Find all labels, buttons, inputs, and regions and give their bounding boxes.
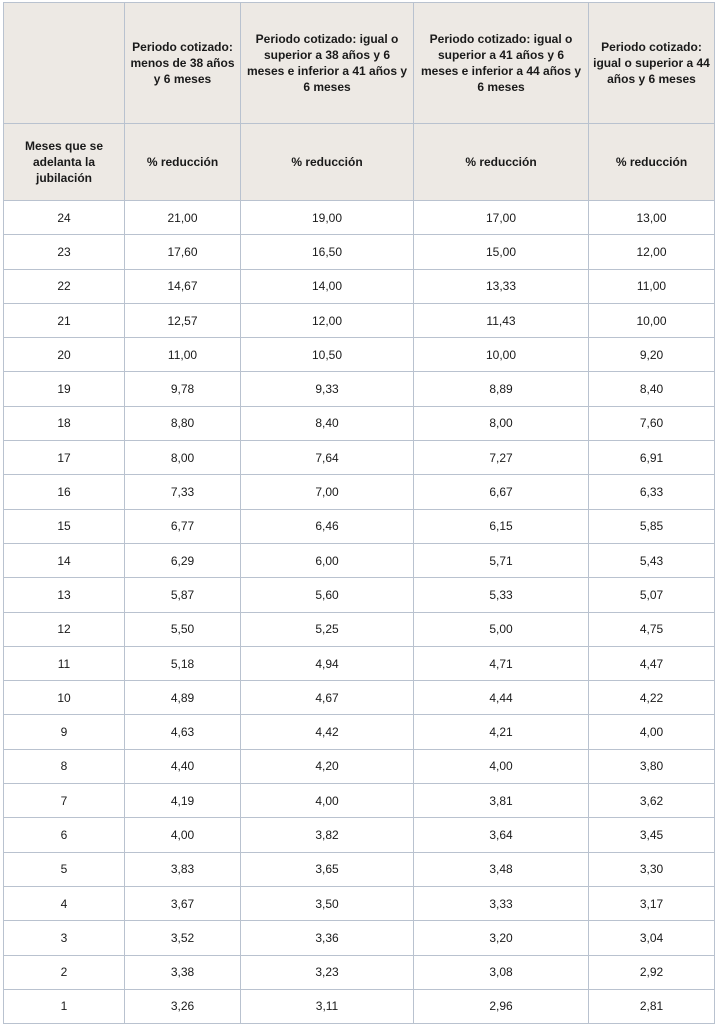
reduction-cell: 3,45	[589, 818, 715, 852]
months-cell: 11	[4, 646, 125, 680]
reduction-cell: 17,00	[414, 201, 589, 235]
reduction-cell: 4,89	[125, 681, 241, 715]
reduction-cell: 8,40	[241, 406, 414, 440]
reduction-cell: 2,92	[589, 955, 715, 989]
reduction-cell: 14,00	[241, 269, 414, 303]
reduction-cell: 3,80	[589, 749, 715, 783]
reduction-cell: 8,00	[414, 406, 589, 440]
reduction-cell: 3,65	[241, 852, 414, 886]
table-body	[4, 201, 715, 1024]
reduction-cell: 6,46	[241, 509, 414, 543]
reduction-cell: 8,00	[125, 441, 241, 475]
header-reduction-col4: % reducción	[589, 124, 715, 201]
table-row	[4, 681, 715, 715]
reduction-cell: 3,62	[589, 784, 715, 818]
reduction-cell: 5,85	[589, 509, 715, 543]
months-cell: 18	[4, 406, 125, 440]
reduction-cell: 4,00	[125, 818, 241, 852]
months-cell: 4	[4, 886, 125, 920]
reduction-cell: 6,77	[125, 509, 241, 543]
reduction-cell: 10,00	[589, 303, 715, 337]
months-cell: 6	[4, 818, 125, 852]
reduction-cell: 7,33	[125, 475, 241, 509]
table-row	[4, 578, 715, 612]
reduction-cell: 4,75	[589, 612, 715, 646]
header-period-41-6-to-44-6: Periodo cotizado: igual o superior a 41 años y 6 meses e inferior a 44 años y 6 meses	[414, 3, 589, 124]
table-row	[4, 235, 715, 269]
reduction-cell: 6,00	[241, 543, 414, 577]
reduction-cell: 4,00	[241, 784, 414, 818]
months-cell: 23	[4, 235, 125, 269]
table-row	[4, 886, 715, 920]
reduction-cell: 3,30	[589, 852, 715, 886]
reduction-cell: 17,60	[125, 235, 241, 269]
reduction-cell: 7,27	[414, 441, 589, 475]
reduction-cell: 3,33	[414, 886, 589, 920]
reduction-cell: 5,71	[414, 543, 589, 577]
reduction-cell: 3,11	[241, 989, 414, 1023]
months-cell: 5	[4, 852, 125, 886]
reduction-cell: 3,67	[125, 886, 241, 920]
reduction-cell: 3,52	[125, 921, 241, 955]
reduction-cell: 3,64	[414, 818, 589, 852]
table-row	[4, 955, 715, 989]
table-row	[4, 852, 715, 886]
header-reduction-col2: % reducción	[241, 124, 414, 201]
table-row	[4, 201, 715, 235]
reduction-cell: 4,40	[125, 749, 241, 783]
reduction-cell: 5,87	[125, 578, 241, 612]
reduction-cell: 3,04	[589, 921, 715, 955]
reduction-cell: 12,57	[125, 303, 241, 337]
reduction-cell: 8,40	[589, 372, 715, 406]
reduction-table	[3, 2, 715, 1024]
reduction-cell: 4,19	[125, 784, 241, 818]
reduction-cell: 4,00	[414, 749, 589, 783]
header-row-period	[4, 3, 715, 124]
reduction-cell: 5,07	[589, 578, 715, 612]
reduction-cell: 13,00	[589, 201, 715, 235]
reduction-cell: 11,00	[125, 338, 241, 372]
reduction-cell: 6,15	[414, 509, 589, 543]
months-cell: 16	[4, 475, 125, 509]
reduction-cell: 5,18	[125, 646, 241, 680]
table-row	[4, 784, 715, 818]
reduction-cell: 4,00	[589, 715, 715, 749]
header-corner-cell	[4, 3, 125, 124]
table-row	[4, 372, 715, 406]
header-months-advanced: Meses que se adelanta la jubilación	[4, 124, 125, 201]
reduction-cell: 5,60	[241, 578, 414, 612]
reduction-cell: 4,71	[414, 646, 589, 680]
months-cell: 20	[4, 338, 125, 372]
months-cell: 1	[4, 989, 125, 1023]
reduction-cell: 4,21	[414, 715, 589, 749]
reduction-cell: 8,89	[414, 372, 589, 406]
months-cell: 15	[4, 509, 125, 543]
reduction-cell: 3,83	[125, 852, 241, 886]
reduction-cell: 12,00	[589, 235, 715, 269]
reduction-cell: 2,81	[589, 989, 715, 1023]
table-row	[4, 303, 715, 337]
reduction-cell: 3,08	[414, 955, 589, 989]
reduction-cell: 7,60	[589, 406, 715, 440]
months-cell: 7	[4, 784, 125, 818]
reduction-cell: 10,00	[414, 338, 589, 372]
reduction-cell: 21,00	[125, 201, 241, 235]
table-row	[4, 269, 715, 303]
header-period-under-38-6: Periodo cotizado: menos de 38 años y 6 meses	[125, 3, 241, 124]
reduction-cell: 5,33	[414, 578, 589, 612]
reduction-cell: 7,00	[241, 475, 414, 509]
reduction-cell: 9,33	[241, 372, 414, 406]
months-cell: 22	[4, 269, 125, 303]
reduction-cell: 3,20	[414, 921, 589, 955]
months-cell: 9	[4, 715, 125, 749]
reduction-cell: 6,29	[125, 543, 241, 577]
reduction-cell: 11,43	[414, 303, 589, 337]
reduction-cell: 5,25	[241, 612, 414, 646]
months-cell: 24	[4, 201, 125, 235]
reduction-cell: 5,50	[125, 612, 241, 646]
reduction-cell: 3,38	[125, 955, 241, 989]
months-cell: 12	[4, 612, 125, 646]
reduction-cell: 5,43	[589, 543, 715, 577]
table-row	[4, 509, 715, 543]
reduction-cell: 8,80	[125, 406, 241, 440]
reduction-cell: 16,50	[241, 235, 414, 269]
table-row	[4, 921, 715, 955]
table-row	[4, 543, 715, 577]
reduction-cell: 3,23	[241, 955, 414, 989]
reduction-cell: 2,96	[414, 989, 589, 1023]
months-cell: 10	[4, 681, 125, 715]
header-reduction-col3: % reducción	[414, 124, 589, 201]
table-row	[4, 749, 715, 783]
reduction-cell: 4,22	[589, 681, 715, 715]
reduction-cell: 9,78	[125, 372, 241, 406]
reduction-cell: 3,48	[414, 852, 589, 886]
months-cell: 8	[4, 749, 125, 783]
header-period-44-6-plus: Periodo cotizado: igual o superior a 44 años y 6 meses	[589, 3, 715, 124]
table-row	[4, 338, 715, 372]
reduction-cell: 4,94	[241, 646, 414, 680]
reduction-cell: 3,36	[241, 921, 414, 955]
reduction-cell: 13,33	[414, 269, 589, 303]
table-row	[4, 715, 715, 749]
months-cell: 3	[4, 921, 125, 955]
table-header	[4, 3, 715, 201]
months-cell: 2	[4, 955, 125, 989]
table-row	[4, 646, 715, 680]
reduction-cell: 15,00	[414, 235, 589, 269]
table-row	[4, 475, 715, 509]
reduction-cell: 6,33	[589, 475, 715, 509]
reduction-cell: 3,82	[241, 818, 414, 852]
reduction-cell: 9,20	[589, 338, 715, 372]
months-cell: 21	[4, 303, 125, 337]
reduction-cell: 11,00	[589, 269, 715, 303]
reduction-cell: 19,00	[241, 201, 414, 235]
reduction-cell: 7,64	[241, 441, 414, 475]
header-period-38-6-to-41-6: Periodo cotizado: igual o superior a 38 años y 6 meses e inferior a 41 años y 6 meses	[241, 3, 414, 124]
header-row-units	[4, 124, 715, 201]
months-cell: 17	[4, 441, 125, 475]
reduction-cell: 6,67	[414, 475, 589, 509]
reduction-cell: 12,00	[241, 303, 414, 337]
reduction-cell: 4,63	[125, 715, 241, 749]
table-row	[4, 612, 715, 646]
reduction-cell: 4,44	[414, 681, 589, 715]
reduction-cell: 3,81	[414, 784, 589, 818]
table-row	[4, 818, 715, 852]
reduction-cell: 3,26	[125, 989, 241, 1023]
reduction-cell: 5,00	[414, 612, 589, 646]
table-row	[4, 441, 715, 475]
reduction-cell: 4,47	[589, 646, 715, 680]
months-cell: 19	[4, 372, 125, 406]
months-cell: 13	[4, 578, 125, 612]
reduction-cell: 4,67	[241, 681, 414, 715]
reduction-cell: 14,67	[125, 269, 241, 303]
header-reduction-col1: % reducción	[125, 124, 241, 201]
reduction-cell: 6,91	[589, 441, 715, 475]
reduction-cell: 4,42	[241, 715, 414, 749]
reduction-cell: 3,50	[241, 886, 414, 920]
table-row	[4, 989, 715, 1023]
reduction-cell: 10,50	[241, 338, 414, 372]
reduction-cell: 4,20	[241, 749, 414, 783]
months-cell: 14	[4, 543, 125, 577]
reduction-cell: 3,17	[589, 886, 715, 920]
table-row	[4, 406, 715, 440]
